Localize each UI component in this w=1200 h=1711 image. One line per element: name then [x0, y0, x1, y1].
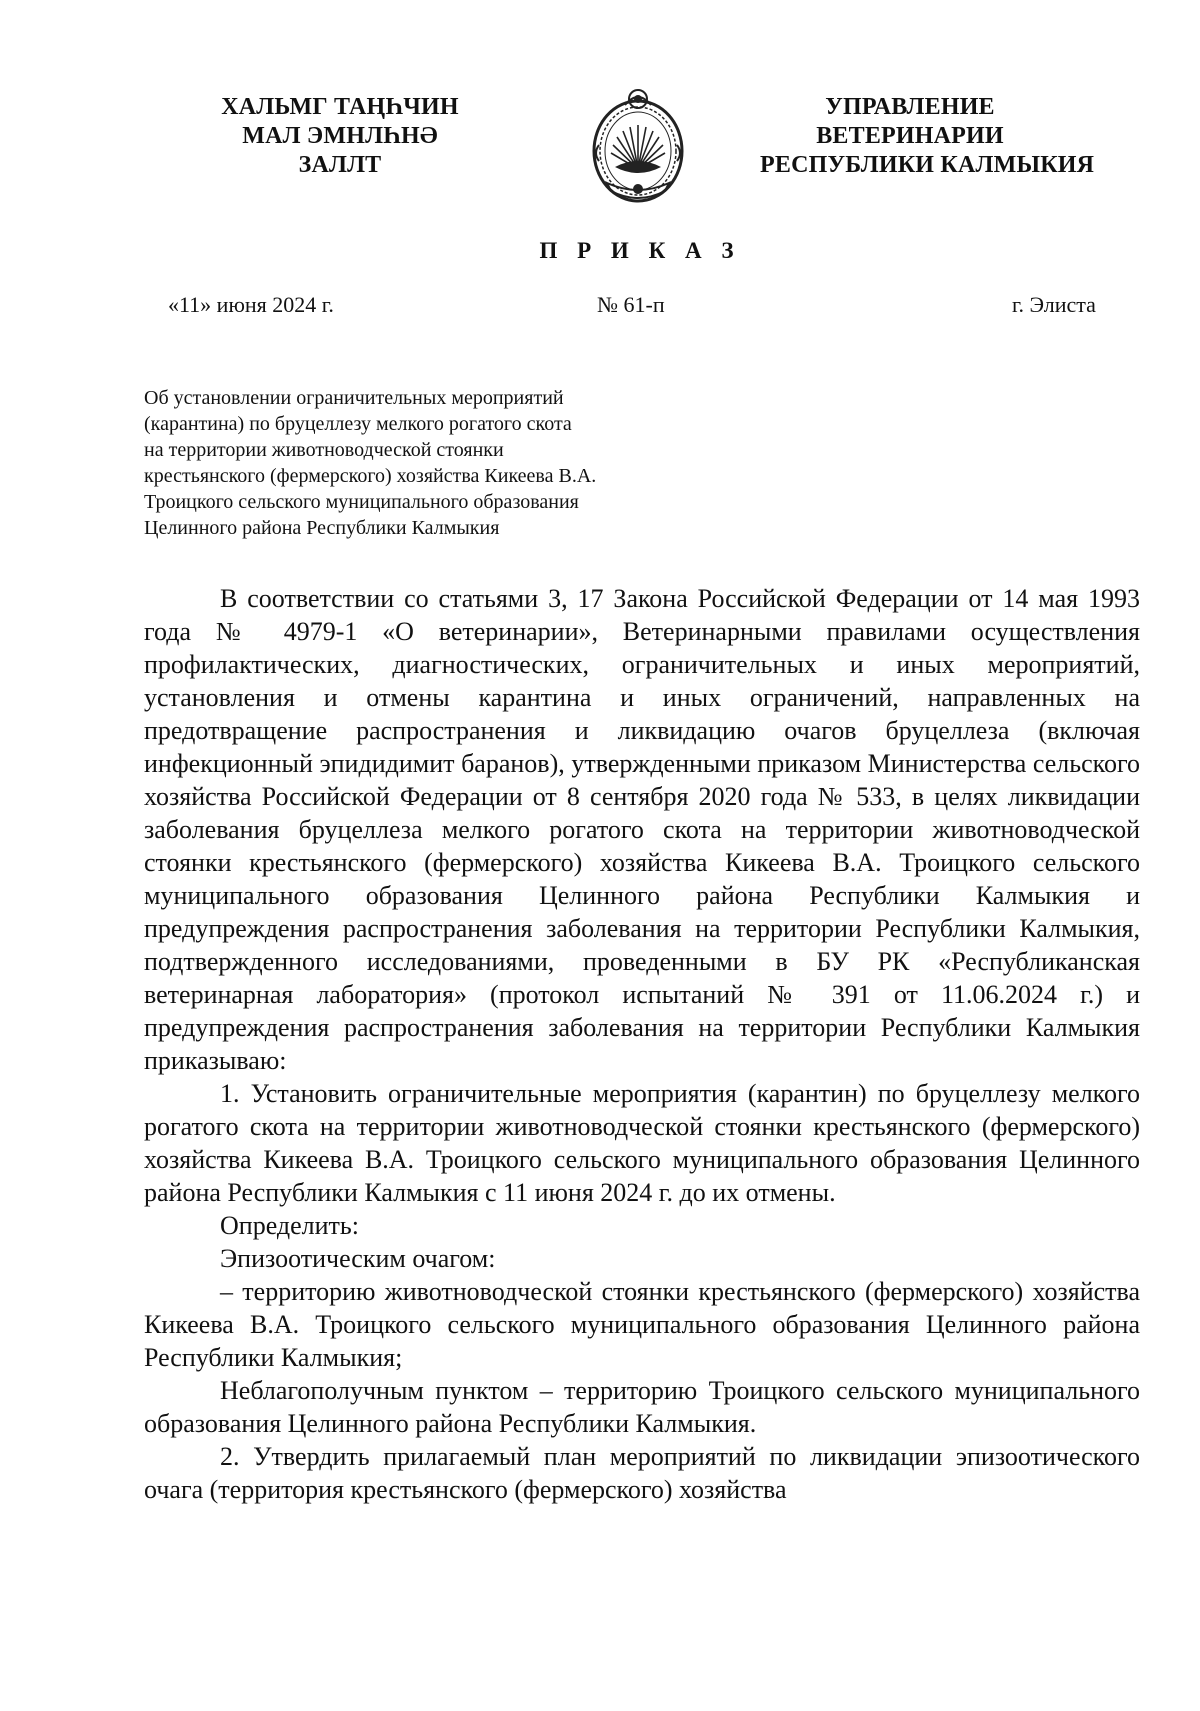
item-1-paragraph: 1. Установить ограничительные мероприятия (карантин) по бруцеллезу мелкого рогатого скота на территории животноводческой стоянки крестьянского (фермерского) хозяйства Кикеева В.А. Троицкого сельского муниципального образования Целинного района Республики Калмыкия с 11 июня 2024 г. до их отмены.	[144, 1079, 1140, 1207]
subject-line: (карантина) по бруцеллезу мелкого рогатого скота	[144, 413, 572, 435]
item-2-paragraph: 2. Утвердить прилагаемый план мероприятий по ликвидации эпизоотического очага (территория крестьянского (фермерского) хозяйства	[144, 1442, 1140, 1504]
preamble-paragraph: В соответствии со статьями 3, 17 Закона Российской Федерации от 14 мая 1993 года № 4979-1 «О ветеринарии», Ветеринарными правилами осуществления профилактических, диагностических, ограничительных и иных мероприятий, установления и отмены карантина и иных ограничений, направленных на предотвращение распространения и ликвидацию очагов бруцеллеза (включая инфекционный эпидидимит баранов), утвержденными приказом Министерства сельского хозяйства Российской Федерации от 8 сентября 2020 года № 533, в целях ликвидации заболевания бруцеллеза мелкого рогатого скота на территории животноводческой стоянки крестьянского (фермерского) хозяйства Кикеева В.А. Троицкого сельского муниципального образования Целинного района Республики Калмыкия и предупреждения распространения заболевания на территории Республики Калмыкия, подтвержденного исследованиями, проведенными в БУ РК «Республиканская ветеринарная лаборатория» (протокол испытаний № 391 от 11.06.2024 г.) и предупреждения распространения заболевания на территории Республики Калмыкия приказываю:	[144, 584, 1140, 1075]
subject-line: на территории животноводческой стоянки	[144, 439, 504, 461]
subject-line: крестьянского (фермерского) хозяйства Кикеева В.А.	[144, 465, 597, 487]
unfavorable-point-paragraph: Неблагополучным пунктом – территорию Троицкого сельского муниципального образования Целинного района Республики Калмыкия.	[144, 1376, 1140, 1438]
header-right-org-name	[760, 93, 1095, 180]
epizootic-focus-paragraph: – территорию животноводческой стоянки крестьянского (фермерского) хозяйства Кикеева В.А. Троицкого сельского муниципального образования Целинного района Республики Калмыкия;	[144, 1277, 1140, 1372]
subject-line: Об установлении ограничительных мероприятий	[144, 387, 564, 409]
order-subject	[144, 385, 764, 541]
header-right-line: РЕСПУБЛИКИ КАЛМЫКИЯ	[760, 152, 1095, 178]
header-left-line: ХАЛЬМГ ТАҢҺЧИН	[221, 94, 459, 120]
header-left-org-name	[180, 93, 500, 180]
subject-line: Троицкого сельского муниципального образования	[144, 491, 579, 513]
determine-paragraph: Определить:	[220, 1211, 359, 1240]
header-left-line: МАЛ ЭМНЛҺНӘ	[242, 123, 438, 149]
order-body	[144, 582, 1140, 1506]
subject-line: Целинного района Республики Калмыкия	[144, 517, 500, 539]
order-city: г. Элиста	[1012, 292, 1096, 317]
coat-of-arms-emblem-icon	[587, 85, 689, 211]
header-right-line: УПРАВЛЕНИЕ	[825, 94, 995, 120]
header-right-line: ВЕТЕРИНАРИИ	[816, 123, 1004, 149]
order-date: «11» июня 2024 г.	[168, 292, 334, 317]
header-left-line: ЗАЛЛТ	[298, 152, 382, 178]
order-number: № 61-п	[597, 292, 665, 317]
epizootic-focus-heading: Эпизоотическим очагом:	[220, 1244, 496, 1273]
document-type-title: П Р И К А З	[539, 238, 741, 263]
